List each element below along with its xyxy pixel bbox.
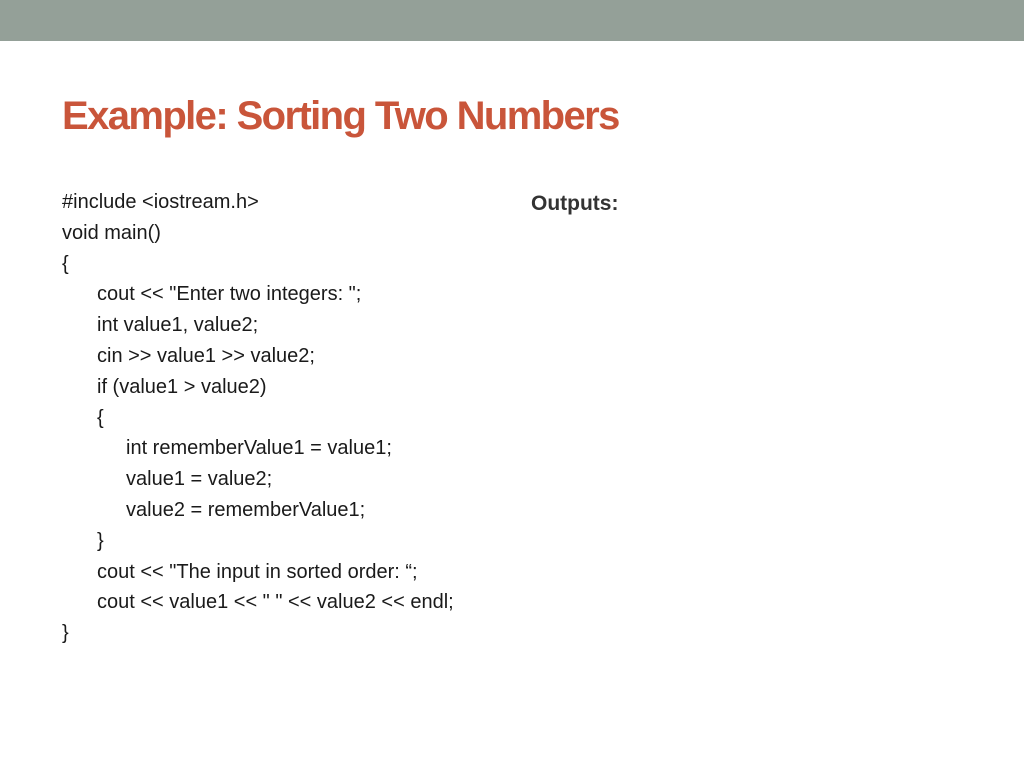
code-line-if-close-brace: } (97, 529, 104, 552)
code-line-values-output: cout << value1 << " " << value2 << endl; (97, 591, 454, 614)
code-line-main-signature: void main() (62, 221, 161, 244)
code-line-read-input: cin >> value1 >> value2; (97, 344, 315, 367)
code-listing (62, 187, 522, 649)
outputs-label: Outputs: (531, 192, 619, 215)
code-line-temp-assign: int rememberValue1 = value1; (126, 437, 392, 460)
code-line-if-condition: if (value1 > value2) (97, 375, 267, 398)
code-line-include: #include <iostream.h> (62, 191, 259, 213)
code-line-open-brace: { (62, 252, 69, 275)
code-line-declare-values: int value1, value2; (97, 314, 259, 337)
code-line-swap-second: value2 = rememberValue1; (126, 498, 366, 521)
code-line-close-brace: } (62, 622, 69, 645)
top-decorative-bar (0, 0, 1024, 41)
code-line-if-open-brace: { (97, 406, 104, 429)
slide-title: Example: Sorting Two Numbers (62, 94, 619, 138)
code-line-prompt-output: cout << "Enter two integers: "; (97, 283, 362, 306)
code-line-swap-first: value1 = value2; (126, 468, 273, 491)
code-line-sorted-label-output: cout << "The input in sorted order: “; (97, 560, 418, 583)
